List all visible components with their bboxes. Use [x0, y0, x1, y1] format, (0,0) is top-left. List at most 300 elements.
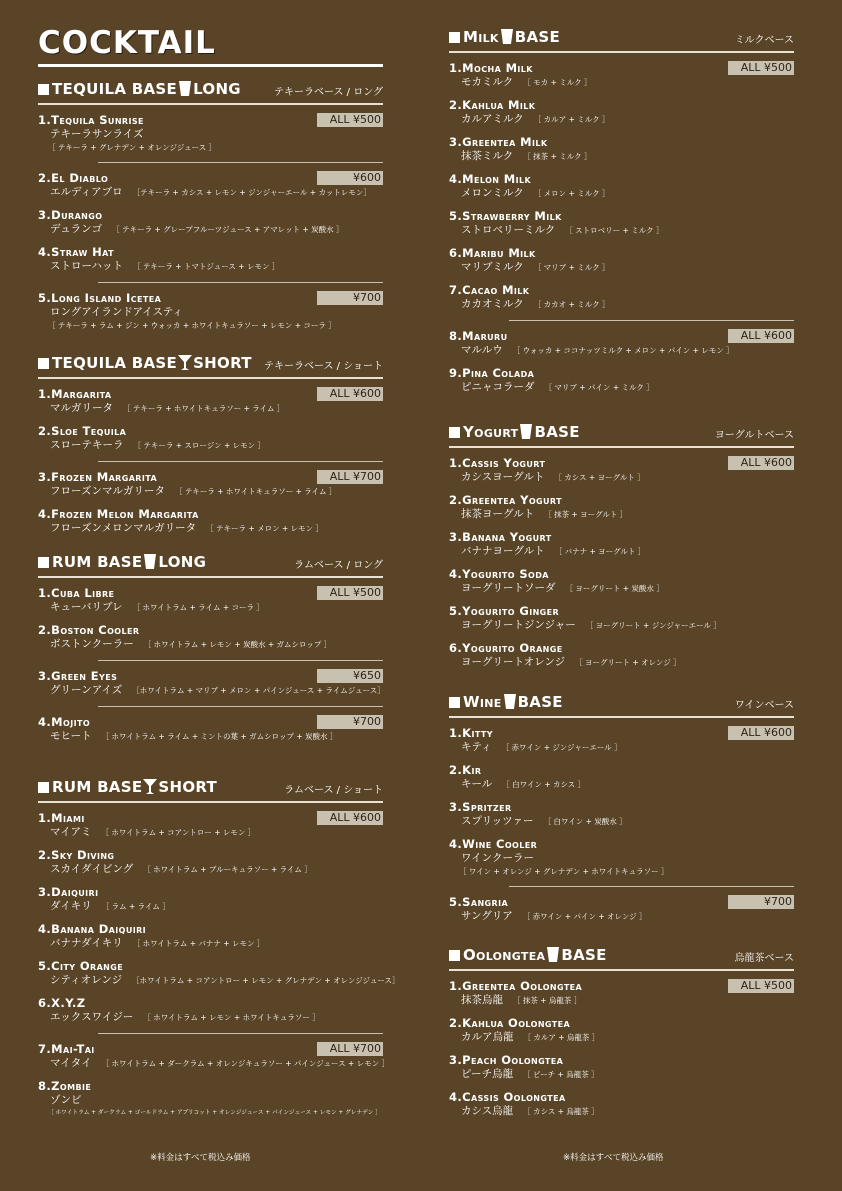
menu-item: [449, 726, 794, 755]
item-ingredients: ［ホワイトラム + コアントロー + レモン + グレナデン + オレンジジュース］: [132, 976, 400, 985]
item-name: 1.Mocha Milk: [449, 61, 533, 75]
price-tag: ¥650: [317, 669, 383, 683]
item-name-jp: メロンミルク: [461, 187, 524, 199]
item-detail-line: [461, 297, 794, 312]
section-title-a: Yogurt: [463, 423, 519, 441]
menu-item: [38, 623, 383, 652]
item-name: 2.Sky Diving: [38, 848, 115, 862]
item-name-jp: キティ: [461, 741, 492, 753]
item-name-jp: シティオレンジ: [50, 974, 123, 986]
item-name: 6.X.Y.Z: [38, 996, 86, 1010]
item-name-jp: ストローハット: [50, 260, 123, 272]
menu-item: [38, 586, 383, 615]
section-title: [449, 946, 607, 964]
item-name: 3.Banana Yogurt: [449, 530, 552, 544]
menu-item: [38, 811, 383, 840]
section-title-b: SHORT: [158, 778, 218, 796]
item-name-jp: カルア烏龍: [461, 1031, 514, 1043]
menu-item: [449, 493, 794, 522]
item-name: 3.Greentea Milk: [449, 135, 548, 149]
menu-section: [38, 778, 400, 1120]
square-bullet-icon: [38, 358, 49, 369]
item-ingredients: ［ホワイトラム + マリブ + メロン + パインジュース + ライムジュース］: [132, 686, 385, 695]
item-name-jp: ダイキリ: [50, 900, 92, 912]
menu-item: [38, 245, 383, 274]
item-name-jp: バナナダイキリ: [50, 937, 123, 949]
item-name: 1.Miami: [38, 811, 85, 825]
menu-item: [449, 135, 794, 164]
item-detail-line: [50, 729, 383, 744]
item-ingredients: ［ カカオ + ミルク ］: [533, 300, 610, 309]
item-detail-line: [50, 259, 383, 274]
item-name-jp: デュランゴ: [50, 223, 103, 235]
item-detail-line: [461, 618, 794, 633]
tumbler-glass-icon: [178, 81, 192, 97]
item-ingredients: ［ 抹茶 + 烏龍茶 ］: [513, 996, 582, 1005]
section-title-a: TEQUILA BASE: [52, 80, 178, 98]
section-title-b: BASE: [534, 423, 580, 441]
item-name: 4.Melon Milk: [449, 172, 532, 186]
item-name-jp: 抹茶ミルク: [461, 150, 514, 162]
menu-item: [38, 113, 383, 154]
menu-item: [449, 800, 794, 829]
item-detail-line: [50, 973, 400, 988]
menu-item: [38, 171, 383, 200]
menu-item: [38, 885, 383, 914]
item-name-jp: サングリア: [461, 910, 513, 922]
section-header: [449, 946, 794, 971]
section-title: [449, 423, 580, 441]
square-bullet-icon: [449, 950, 460, 961]
item-ingredients: ［ ワイン + オレンジ + グレナデン + ホワイトキュラソー ］: [459, 867, 669, 876]
section-title-b: BASE: [517, 693, 563, 711]
item-detail-line: [461, 814, 794, 829]
item-name: 4.Straw Hat: [38, 245, 114, 259]
item-detail-line: [461, 75, 794, 90]
menu-item: [38, 669, 383, 698]
item-name: 3.Durango: [38, 208, 103, 222]
item-name-jp: テキーラサンライズ: [50, 128, 144, 140]
tax-note-left: ※料金はすべて税込み価格: [150, 1153, 251, 1163]
item-name-jp: ヨーグリートソーダ: [461, 582, 556, 594]
item-detail-line: [461, 223, 794, 238]
item-name: 5.Sangria: [449, 895, 509, 909]
square-bullet-icon: [38, 782, 49, 793]
item-name: 4.Banana Daiquiri: [38, 922, 147, 936]
item-detail-line: [50, 936, 383, 951]
item-detail-line: [461, 1067, 794, 1082]
item-detail-line: [461, 581, 794, 596]
item-name: 3.Peach Oolongtea: [449, 1053, 564, 1067]
item-detail-line: [461, 470, 794, 485]
item-detail-line: [461, 655, 794, 670]
menu-item: [449, 1053, 794, 1082]
tumbler-glass-icon: [546, 947, 560, 963]
item-name-jp: グリーンアイズ: [50, 684, 123, 696]
item-detail-line: [461, 343, 794, 358]
item-name: 6.Yogurito Orange: [449, 641, 563, 655]
item-ingredients: ［ 白ワイン + カシス ］: [502, 780, 586, 789]
menu-item: [38, 208, 383, 237]
item-name: 4.Frozen Melon Margarita: [38, 507, 199, 521]
item-name-jp: カルアミルク: [461, 113, 524, 125]
menu-item: [38, 470, 383, 499]
item-ingredients: ［ ヨーグリート + ジンジャーエール ］: [585, 621, 721, 630]
section-header: [449, 693, 794, 718]
item-ingredients: ［ テキーラ + ホワイトキュラソー + ライム ］: [174, 487, 337, 496]
item-name-jp: スプリッツァー: [461, 815, 534, 827]
price-tag: ALL ¥600: [317, 811, 383, 825]
item-name: 8.Zombie: [38, 1079, 92, 1093]
menu-section: [449, 28, 794, 395]
item-name: 3.Daiquiri: [38, 885, 99, 899]
menu-item: [449, 837, 794, 878]
section-title-b: BASE: [514, 28, 561, 46]
menu-item: [38, 922, 383, 951]
left-column: [38, 0, 400, 1116]
item-ingredients: ［テキーラ + カシス + レモン + ジンジャーエール + カットレモン］: [132, 188, 371, 197]
item-name: 5.Strawberry Milk: [449, 209, 562, 223]
price-tag: ALL ¥500: [317, 586, 383, 600]
menu-item: [449, 763, 794, 792]
menu-section: [38, 80, 383, 332]
item-name-jp: マイタイ: [50, 1057, 92, 1069]
item-name-jp: ピーチ烏龍: [461, 1068, 514, 1080]
price-tag: ¥700: [317, 291, 383, 305]
menu-section: [38, 354, 383, 536]
item-ingredients: ［ メロン + ミルク ］: [533, 189, 610, 198]
item-name-jp: ヨーグリートジンジャー: [461, 619, 576, 631]
item-detail-line: [461, 112, 794, 127]
square-bullet-icon: [38, 84, 49, 95]
menu-item: [449, 209, 794, 238]
price-tag: ALL ¥500: [317, 113, 383, 127]
item-ingredients: ［ カルア + 烏龍茶 ］: [523, 1033, 600, 1042]
item-ingredients: ［ 抹茶 + ヨーグルト ］: [544, 510, 628, 519]
section-title-a: TEQUILA BASE: [52, 354, 178, 372]
item-detail-line: [50, 401, 383, 416]
item-detail-line: [50, 1010, 383, 1025]
item-name-jp: 抹茶烏龍: [461, 994, 503, 1006]
item-detail-line: [50, 185, 383, 200]
item-ingredients: ［ 抹茶 + ミルク ］: [523, 152, 592, 161]
price-tag: ALL ¥600: [728, 456, 794, 470]
item-name-jp: カカオミルク: [461, 298, 524, 310]
item-name-jp: ロングアイランドアイスティ: [50, 306, 183, 318]
item-name: 8.Maruru: [449, 329, 508, 343]
menu-item: [449, 530, 794, 559]
item-detail-line: [50, 222, 383, 237]
menu-item: [449, 979, 794, 1008]
item-name: 1.Cuba Libre: [38, 586, 115, 600]
item-divider: [98, 162, 383, 163]
item-name-jp: ボストンクーラー: [50, 638, 134, 650]
price-tag: ALL ¥600: [728, 726, 794, 740]
menu-section: [449, 693, 794, 924]
item-name-jp: ピニャコラーダ: [461, 381, 535, 393]
item-detail-line: [461, 777, 794, 792]
section-subtitle-jp: ラムベース / ショート: [284, 785, 383, 796]
cocktail-glass-icon: [178, 355, 192, 371]
item-detail-line: [461, 149, 794, 164]
price-tag: ALL ¥500: [728, 61, 794, 75]
item-name: 2.Sloe Tequila: [38, 424, 127, 438]
menu-section: [449, 946, 794, 1119]
item-name: 6.Maribu Milk: [449, 246, 536, 260]
menu-item: [449, 98, 794, 127]
item-ingredients: ［ ホワイトラム + ライム + コーラ ］: [132, 603, 264, 612]
item-name-jp: 抹茶ヨーグルト: [461, 508, 535, 520]
menu-item: [449, 61, 794, 90]
item-ingredients: ［ ホワイトラム + バナナ + レモン ］: [132, 939, 265, 948]
tax-note-right: ※料金はすべて税込み価格: [563, 1153, 664, 1163]
section-subtitle-jp: ミルクベース: [734, 35, 794, 46]
item-name: 3.Green Eyes: [38, 669, 118, 683]
item-ingredients: ［ ホワイトラム + ブルーキュラソー + ライム ］: [143, 865, 312, 874]
item-name-jp: マイアミ: [50, 826, 92, 838]
item-name: 4.Mojito: [38, 715, 91, 729]
item-ingredients: ［ ピーチ + 烏龍茶 ］: [523, 1070, 599, 1079]
item-detail-line: [461, 993, 794, 1008]
item-name: 5.Yogurito Ginger: [449, 604, 560, 618]
menu-item: [449, 366, 794, 395]
square-bullet-icon: [449, 32, 460, 43]
section-title-a: RUM BASE: [52, 778, 143, 796]
item-name: 1.Margarita: [38, 387, 112, 401]
menu-item: [449, 329, 794, 358]
item-ingredients: ［ カシス + ヨーグルト ］: [554, 473, 645, 482]
menu-item: [449, 456, 794, 485]
item-detail-line: [50, 521, 383, 536]
menu-item: [38, 424, 383, 453]
item-name: 2.El Diablo: [38, 171, 109, 185]
item-name-jp: エックスワイジー: [50, 1011, 134, 1023]
item-ingredients: ［ ホワイトラム + コアントロー + レモン ］: [101, 828, 256, 837]
price-tag: ¥700: [728, 895, 794, 909]
item-ingredients: ［ 赤ワイン + ジンジャーエール ］: [501, 743, 622, 752]
item-divider: [98, 706, 383, 707]
price-tag: ALL ¥700: [317, 470, 383, 484]
item-name: 2.Kahlua Oolongtea: [449, 1016, 571, 1030]
item-ingredients: ［ カルア + ミルク ］: [533, 115, 610, 124]
menu-item: [449, 1090, 794, 1119]
section-subtitle-jp: ヨーグルトベース: [714, 430, 794, 441]
menu-item: [38, 291, 383, 332]
section-title-b: BASE: [561, 946, 607, 964]
section-header: [38, 778, 383, 803]
item-ingredients: ［ ヨーグリート + 炭酸水 ］: [565, 584, 664, 593]
section-header: [38, 553, 383, 578]
item-name: 1.Kitty: [449, 726, 493, 740]
item-name-jp: ワインクーラー: [461, 852, 534, 864]
title-rule: [38, 64, 383, 67]
menu-item: [38, 1079, 383, 1120]
item-detail-line: [461, 1104, 794, 1119]
menu-item: [449, 604, 794, 633]
section-title-a: Wine: [463, 693, 502, 711]
item-divider: [509, 886, 794, 887]
section-subtitle-jp: テキーラベース / ロング: [273, 87, 383, 98]
item-detail-line: [461, 186, 794, 201]
price-tag: ALL ¥600: [728, 329, 794, 343]
item-name: 4.Cassis Oolongtea: [449, 1090, 566, 1104]
item-ingredients: ［ テキーラ + スロージン + レモン ］: [133, 441, 266, 450]
price-tag: ¥700: [317, 715, 383, 729]
item-detail-line: [461, 544, 794, 559]
square-bullet-icon: [449, 697, 460, 708]
item-name-jp: キューバリブレ: [50, 601, 123, 613]
section-title-b: LONG: [193, 80, 241, 98]
item-detail-line: [50, 438, 383, 453]
section-subtitle-jp: ワインベース: [734, 700, 794, 711]
item-name-jp: スカイダイビング: [50, 863, 134, 875]
menu-item: [38, 387, 383, 416]
section-title: [38, 80, 241, 98]
section-header: [449, 423, 794, 448]
item-name-jp: ゾンビ: [50, 1094, 82, 1106]
menu-item: [38, 715, 383, 744]
item-name-jp: モカミルク: [461, 76, 514, 88]
item-name-jp: バナナヨーグルト: [461, 545, 545, 557]
cocktail-glass-icon: [143, 779, 157, 795]
item-name-jp: キール: [461, 778, 493, 790]
item-name: 4.Yogurito Soda: [449, 567, 549, 581]
item-ingredients: ［ ホワイトラム + レモン + ホワイトキュラソー ］: [143, 1013, 320, 1022]
menu-section: [449, 423, 794, 670]
tumbler-glass-icon: [503, 694, 517, 710]
section-header: [38, 80, 383, 105]
section-title: [38, 778, 217, 796]
section-title: [449, 693, 563, 711]
section-header: [449, 28, 794, 53]
menu-item: [38, 959, 400, 988]
item-name-jp: モヒート: [50, 730, 92, 742]
menu-item: [449, 1016, 794, 1045]
item-name-jp: エルディアブロ: [50, 186, 123, 198]
price-tag: ALL ¥700: [317, 1042, 383, 1056]
section-title: [38, 354, 252, 372]
item-ingredients: ［ モカ + ミルク ］: [523, 78, 592, 87]
section-subtitle-jp: 烏龍茶ベース: [734, 953, 794, 964]
item-ingredients: ［ ヨーグリート + オレンジ ］: [575, 658, 681, 667]
item-divider: [98, 660, 383, 661]
item-detail-line: [50, 825, 383, 840]
item-name: 4.Wine Cooler: [449, 837, 538, 851]
item-divider: [509, 320, 794, 321]
menu-item: [449, 567, 794, 596]
item-name-jp: カシス烏龍: [461, 1105, 514, 1117]
item-ingredients: ［ テキーラ + ホワイトキュラソー + ライム ］: [123, 404, 285, 413]
item-detail-line: [50, 637, 383, 652]
menu-item: [449, 641, 794, 670]
item-ingredients: ［ テキーラ + グレナデン + オレンジジュース ］: [48, 143, 217, 152]
tumbler-glass-icon: [500, 29, 514, 45]
item-detail-line: [461, 740, 794, 755]
menu-item: [449, 172, 794, 201]
tumbler-glass-icon: [519, 424, 533, 440]
section-title: [449, 28, 560, 46]
square-bullet-icon: [38, 557, 49, 568]
item-name-jp: ヨーグリートオレンジ: [461, 656, 566, 668]
menu-item: [38, 1042, 390, 1071]
tumbler-glass-icon: [143, 554, 157, 570]
item-ingredients: ［ テキーラ + トマトジュース + レモン ］: [132, 262, 280, 271]
item-detail-line: [50, 600, 383, 615]
item-name: 2.Boston Cooler: [38, 623, 140, 637]
item-divider: [98, 282, 383, 283]
item-ingredients: ［ ホワイトラム + レモン + 炭酸水 + ガムシロップ ］: [143, 640, 332, 649]
item-name-jp: マルルウ: [461, 344, 503, 356]
item-name: 3.Frozen Margarita: [38, 470, 158, 484]
item-name: 7.Mai-Tai: [38, 1042, 95, 1056]
section-title: [38, 553, 206, 571]
item-ingredients: ［ 白ワイン + 炭酸水 ］: [543, 817, 627, 826]
item-name: 3.Spritzer: [449, 800, 512, 814]
item-detail-line: [461, 380, 794, 395]
item-name: 5.Long Island Icetea: [38, 291, 162, 305]
item-detail-line: [461, 507, 794, 522]
item-ingredients: ［ ホワイトラム + ダークラム + オレンジキュラソー + パインジュース + レモン ］: [101, 1059, 390, 1068]
item-ingredients: ［ ストロベリー + ミルク ］: [565, 226, 664, 235]
item-name: 1.Tequila Sunrise: [38, 113, 144, 127]
item-detail-line: [50, 899, 383, 914]
item-ingredients: ［ ラム + ライム ］: [101, 902, 170, 911]
menu-item: [449, 283, 794, 312]
item-name-jp: カシスヨーグルト: [461, 471, 545, 483]
section-subtitle-jp: ラムベース / ロング: [294, 560, 383, 571]
item-detail-line: [50, 862, 383, 877]
price-tag: ALL ¥600: [317, 387, 383, 401]
item-ingredients: ［ テキーラ + メロン + レモン ］: [206, 524, 324, 533]
item-ingredients: ［ ウォッカ + ココナッツミルク + メロン + パイン + レモン ］: [512, 346, 734, 355]
item-detail-line: [50, 484, 383, 499]
section-title-a: Milk: [463, 28, 499, 46]
item-name-jp: ストロベリーミルク: [461, 224, 556, 236]
section-title-b: LONG: [158, 553, 207, 571]
menu-section: [38, 553, 383, 744]
section-header: [38, 354, 383, 379]
item-detail-line: [461, 909, 794, 924]
item-ingredients: ［ テキーラ + グレープフルーツジュース + アマレット + 炭酸水 ］: [112, 225, 344, 234]
menu-item: [38, 848, 383, 877]
item-name: 2.Kahlua Milk: [449, 98, 536, 112]
item-detail-line: [461, 1030, 794, 1045]
item-name: 9.Pina Colada: [449, 366, 535, 380]
item-name-jp: マルガリータ: [50, 402, 113, 414]
section-title-b: SHORT: [193, 354, 252, 372]
item-name-jp: スローテキーラ: [50, 439, 124, 451]
menu-item: [38, 996, 383, 1025]
item-detail-line: [50, 1056, 390, 1071]
item-name: 7.Cacao Milk: [449, 283, 530, 297]
menu-item: [38, 507, 383, 536]
item-name: 2.Kir: [449, 763, 482, 777]
item-ingredients: ［ マリブ + パイン + ミルク ］: [544, 383, 654, 392]
item-ingredients: ［ カシス + 烏龍茶 ］: [523, 1107, 599, 1116]
item-name-jp: フローズンマルガリータ: [50, 485, 165, 497]
item-detail-line: [461, 260, 794, 275]
menu-item: [449, 895, 794, 924]
section-title-a: RUM BASE: [52, 553, 143, 571]
price-tag: ¥600: [317, 171, 383, 185]
item-ingredients: ［ 赤ワイン + パイン + オレンジ ］: [522, 912, 647, 921]
item-name: 5.City Orange: [38, 959, 124, 973]
item-name-jp: マリブミルク: [461, 261, 524, 273]
item-ingredients: ［ マリブ + ミルク ］: [533, 263, 610, 272]
section-title-a: Oolongtea: [463, 946, 546, 964]
item-ingredients: ［ テキーラ + ラム + ジン + ウォッカ + ホワイトキュラソー + レモン + コーラ ］: [48, 321, 336, 330]
item-divider: [98, 461, 383, 462]
